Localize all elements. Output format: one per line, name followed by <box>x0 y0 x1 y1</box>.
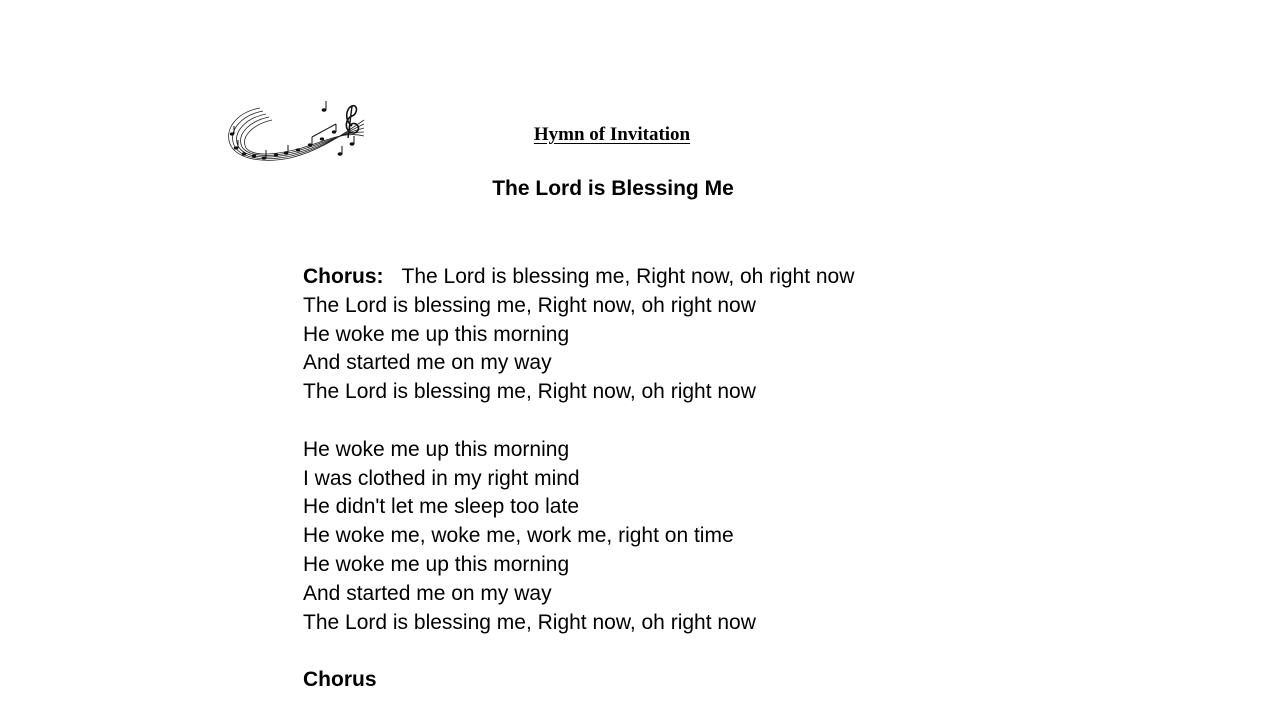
lyric-line: And started me on my way <box>303 351 552 375</box>
lyric-line: The Lord is blessing me, Right now, oh right now <box>303 610 756 634</box>
lyric-line: The Lord is blessing me, Right now, oh right now <box>303 380 756 404</box>
lyrics-block <box>303 263 1003 695</box>
chorus-label: Chorus: <box>303 265 384 288</box>
lyric-line: I was clothed in my right mind <box>303 466 580 490</box>
lyric-line: He woke me up this morning <box>303 552 570 576</box>
lyric-line: The Lord is blessing me, Right now, oh right now <box>401 265 855 288</box>
stanza-gap <box>303 407 1003 436</box>
lyric-line: The Lord is blessing me, Right now, oh right now <box>303 293 756 317</box>
lyric-line: He woke me up this morning <box>303 437 570 461</box>
lyric-line: He didn't let me sleep too late <box>303 495 580 519</box>
song-title: The Lord is Blessing Me <box>492 177 734 200</box>
lyric-line: He woke me, woke me, work me, right on time <box>303 524 734 548</box>
stanza-gap <box>303 637 1003 666</box>
hymn-heading: Hymn of Invitation <box>533 124 691 145</box>
lyric-line: He woke me up this morning <box>303 322 570 346</box>
chorus-line <box>303 263 1003 292</box>
lyric-line: And started me on my way <box>303 581 552 605</box>
music-staff-swirl-icon <box>220 98 368 174</box>
closing-chorus-label: Chorus <box>303 668 377 692</box>
